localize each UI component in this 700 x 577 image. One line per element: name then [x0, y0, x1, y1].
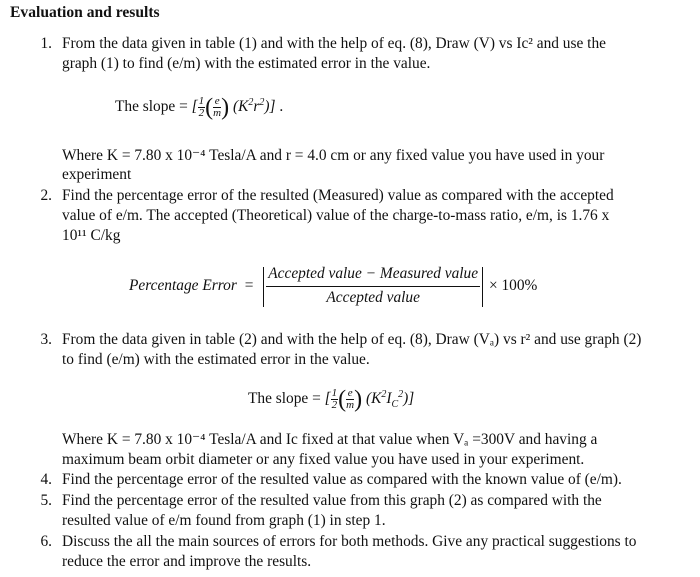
item-5-line-2: resulted value of e/m found from graph (1) in step 1.: [62, 512, 386, 529]
item-3-line-2: to find (e/m) with the estimated error in the value.: [62, 351, 370, 368]
percentage-error-equation: Percentage Error = Accepted value − Measured value Accepted value × 100%: [129, 264, 537, 309]
slope-label: The slope =: [115, 98, 188, 116]
slope-label: The slope =: [248, 390, 321, 408]
item-2-line-3: 10¹¹ C/kg: [62, 227, 121, 244]
item-1-line-1: From the data given in table (1) and with the help of eq. (8), Draw (V) vs Ic² and use the: [62, 35, 606, 52]
item-3-where-1: Where K = 7.80 x 10⁻⁴ Tesla/A and Ic fixed at that value when Vₐ =300V and having a: [62, 431, 598, 448]
item-3-where-2: maximum beam orbit diameter or any fixed value you have used in your experiment.: [62, 451, 585, 468]
item-4-line-1: Find the percentage error of the resulted value as compared with the known value of (e/m).: [62, 471, 622, 488]
item-5-line-1: Find the percentage error of the resulted value from this graph (2) as compared with the: [62, 492, 602, 509]
item-2-line-1: Find the percentage error of the resulted (Measured) value as compared with the accepted: [62, 187, 614, 204]
item-1-line-2: graph (1) to find (e/m) with the estimated error in the value.: [62, 55, 431, 72]
slope-equation-2: The slope = [ $\frac{1}{2}$ ( $\frac{e}{m}$ ) $(K^2I_C^2)$]: [248, 386, 415, 413]
pe-label: Percentage Error: [129, 277, 237, 295]
item-1-where-2: experiment: [62, 166, 132, 183]
item-number: 2.: [40, 187, 52, 204]
item-1-where-1: Where K = 7.80 x 10⁻⁴ Tesla/A and r = 4.0 cm or any fixed value you have used in your: [62, 147, 605, 164]
item-number: 1.: [40, 35, 52, 52]
item-number: 5.: [40, 492, 52, 509]
item-2-line-2: value of e/m. The accepted (Theoretical) value of the charge-to-mass ratio, e/m, is 1.76 x: [62, 207, 610, 224]
item-6-line-1: Discuss the all the main sources of errors for both methods. Give any practical suggestions to: [62, 533, 637, 550]
item-3-line-1: From the data given in table (2) and with the help of eq. (8), Draw (Vₐ) vs r² and use graph (2): [62, 331, 642, 348]
pe-multiplier: × 100%: [488, 277, 538, 295]
item-number: 4.: [40, 471, 52, 488]
item-number: 3.: [40, 331, 52, 348]
item-number: 6.: [40, 533, 52, 550]
pe-numerator: Accepted value − Measured value: [266, 264, 480, 287]
slope-equation-1: The slope = [ $\frac{1}{2}$ ( $\frac{e}{m}$ ) $(K^2r^2)$] .: [115, 94, 284, 121]
pe-denominator: Accepted value: [326, 289, 420, 306]
section-heading: Evaluation and results: [10, 4, 160, 21]
item-6-line-2: reduce the error and improve the results.: [62, 553, 312, 570]
